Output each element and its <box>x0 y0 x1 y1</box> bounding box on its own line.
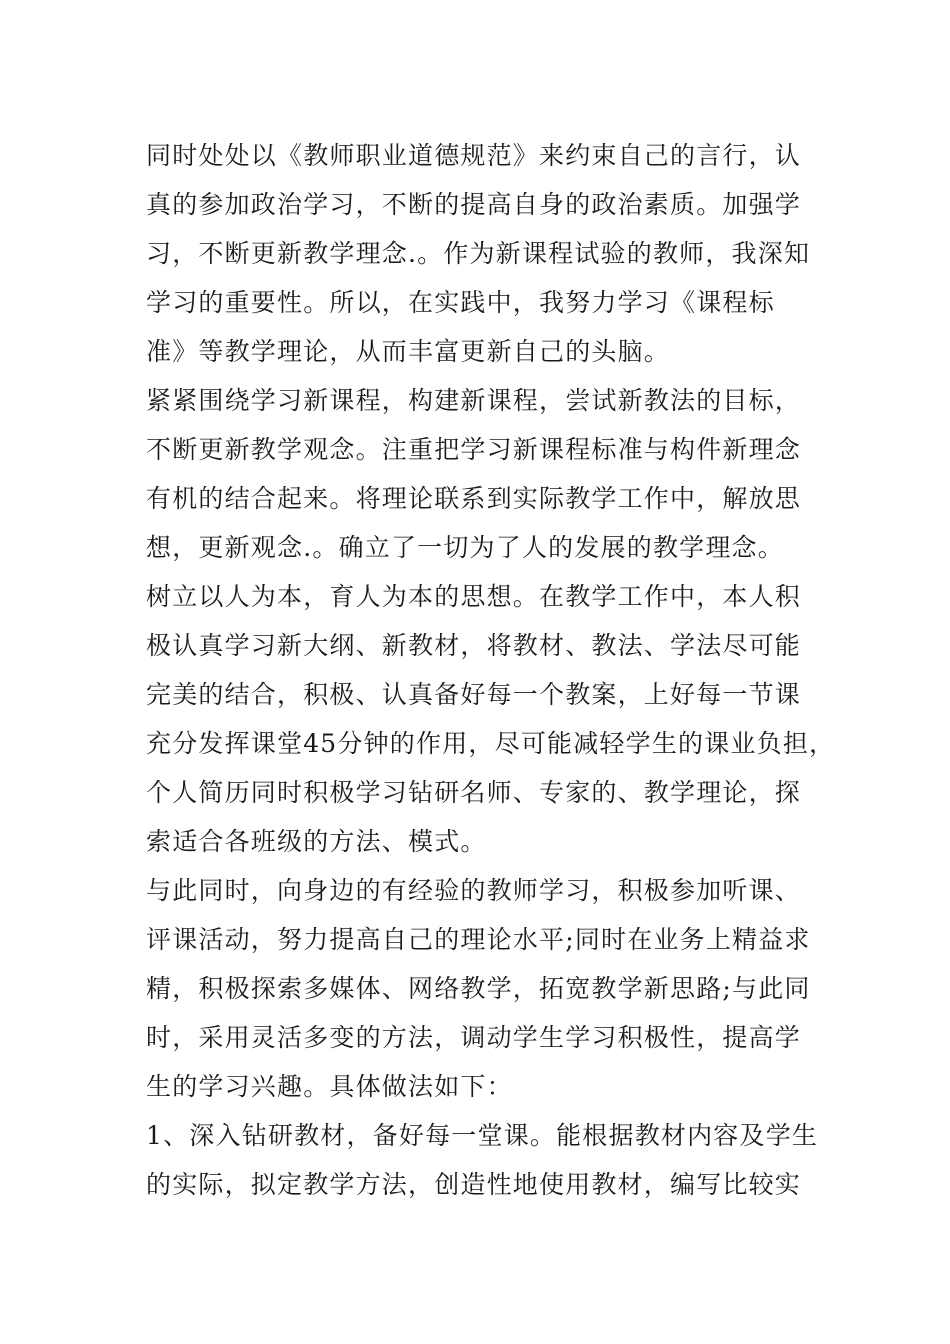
text-line: 极认真学习新大纲、新教材，将教材、教法、学法尽可能 <box>146 631 802 660</box>
text-line: 真的参加政治学习，不断的提高自身的政治素质。加强学 <box>146 190 802 219</box>
text-line: 紧紧围绕学习新课程，构建新课程，尝试新教法的目标， <box>146 386 802 415</box>
text-line: 时，采用灵活多变的方法，调动学生学习积极性，提高学 <box>146 1023 802 1052</box>
text-line: 想，更新观念.。确立了一切为了人的发展的教学理念。 <box>146 533 784 562</box>
text-line: 完美的结合，积极、认真备好每一个教案，上好每一节课 <box>146 680 802 709</box>
text-line: 索适合各班级的方法、模式。 <box>146 827 487 856</box>
text-line: 的实际，拟定教学方法，创造性地使用教材，编写比较实 <box>146 1170 802 1199</box>
text-line: 1、深入钻研教材，备好每一堂课。能根据教材内容及学生 <box>146 1121 819 1150</box>
text-line: 评课活动，努力提高自己的理论水平;同时在业务上精益求 <box>146 925 811 954</box>
text-line: 与此同时，向身边的有经验的教师学习，积极参加听课、 <box>146 876 802 905</box>
text-line: 充分发挥课堂45分钟的作用，尽可能减轻学生的课业负担， <box>146 729 836 758</box>
text-line: 精，积极探索多媒体、网络教学，拓宽教学新思路;与此同 <box>146 974 811 1003</box>
text-line: 生的学习兴趣。具体做法如下： <box>146 1072 513 1101</box>
body-text <box>146 131 836 1209</box>
text-line: 学习的重要性。所以，在实践中，我努力学习《课程标 <box>146 288 775 317</box>
text-line: 个人简历同时积极学习钻研名师、专家的、教学理论，探 <box>146 778 802 807</box>
text-line: 准》等教学理论，从而丰富更新自己的头脑。 <box>146 337 671 366</box>
text-line: 树立以人为本，育人为本的思想。在教学工作中，本人积 <box>146 582 802 611</box>
text-line: 不断更新教学观念。注重把学习新课程标准与构件新理念 <box>146 435 802 464</box>
text-line: 有机的结合起来。将理论联系到实际教学工作中，解放思 <box>146 484 802 513</box>
text-line: 同时处处以《教师职业道德规范》来约束自己的言行，认 <box>146 141 802 170</box>
text-line: 习，不断更新教学理念.。作为新课程试验的教师，我深知 <box>146 239 811 268</box>
